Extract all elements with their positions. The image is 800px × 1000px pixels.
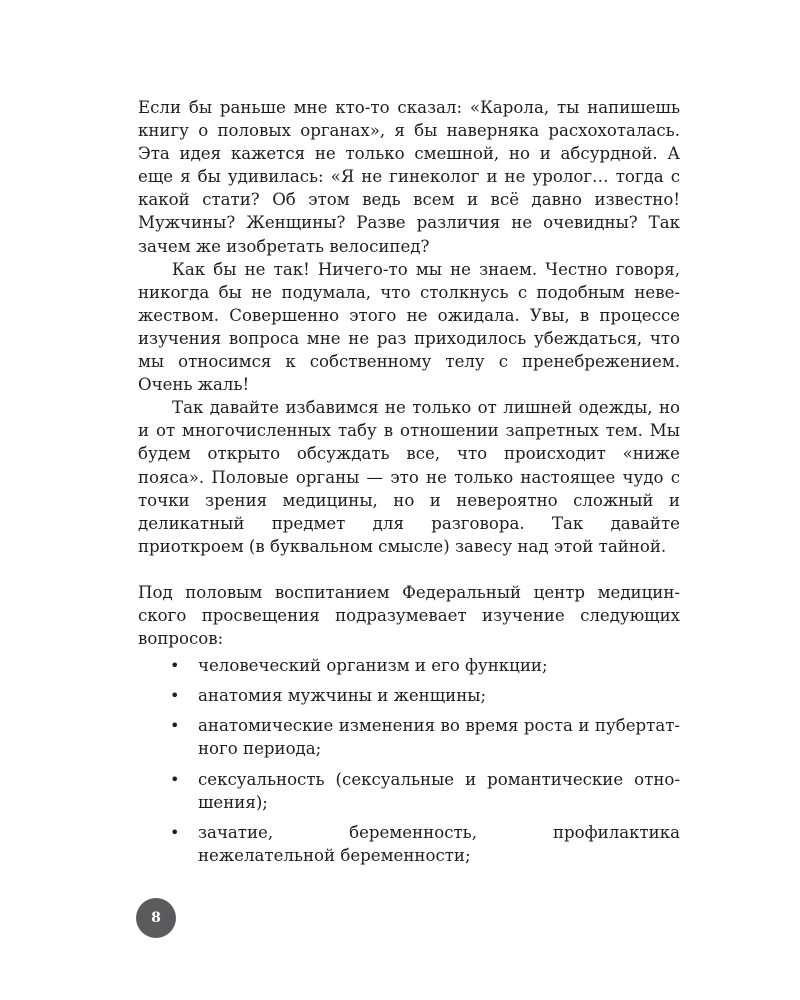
page-body (138, 96, 680, 874)
list-item (138, 821, 680, 867)
bullet-icon: • (170, 716, 180, 736)
section-gap (138, 558, 680, 581)
page-number-badge (136, 898, 176, 938)
paragraph-2: Как бы не так! Ничего-то мы не знаем. Честно говоря, никогда бы не подумала, что столкнусь с подобным невежеством. Совершенно этого не ожидала. Увы, в процессе изучения вопроса мне не раз приходилось убеждаться, что мы относимся к собственному телу с пренебрежением. Очень жаль! (138, 259, 680, 395)
paragraph-3: Так давайте избавимся не только от лишней одежды, но и от многочисленных табу в отношении запретных тем. Мы будем открыто обсуждать все, что происходит «ниже пояса». Половые органы — это не только настоящее чудо с точки зрения медицины, но и невероятно сложный и деликатный предмет для разговора. Так давайте приоткроем (в буквальном смысле) завесу над этой тайной. (138, 398, 680, 556)
list-item (138, 684, 680, 707)
list-item-text: анатомия мужчины и женщины; (198, 686, 487, 706)
list-item (138, 714, 680, 760)
intro-paragraph: Под половым воспитанием Федеральный центр медицинского просвещения подразумевает изучение следующих вопросов: (138, 582, 680, 649)
list-item (138, 768, 680, 814)
list-item (138, 654, 680, 677)
bullet-icon: • (170, 769, 180, 789)
list-item-text: человеческий организм и его функции; (198, 656, 548, 676)
list-item-text: анатомические изменения во время роста и пубертатного периода; (198, 716, 680, 759)
bullet-list (138, 654, 680, 867)
bullet-icon: • (170, 822, 180, 842)
page-number: 8 (151, 910, 161, 926)
bullet-icon: • (170, 686, 180, 706)
paragraph-1: Если бы раньше мне кто-то сказал: «Карола, ты напишешь книгу о половых органах», я бы наверняка расхохоталась. Эта идея кажется не только смешной, но и абсурдной. А еще я бы удивилась: «Я не гинеколог и не уролог… тогда с какой стати? Об этом ведь всем и всё давно известно! Мужчины? Женщины? Разве различия не очевидны? Так зачем же изобретать велосипед? (138, 98, 680, 256)
bullet-icon: • (170, 656, 180, 676)
list-item-text: сексуальность (сексуальные и романтические отношения); (198, 769, 680, 812)
list-item-text: зачатие, беременность, профилактика нежелательной беременности; (198, 822, 680, 865)
